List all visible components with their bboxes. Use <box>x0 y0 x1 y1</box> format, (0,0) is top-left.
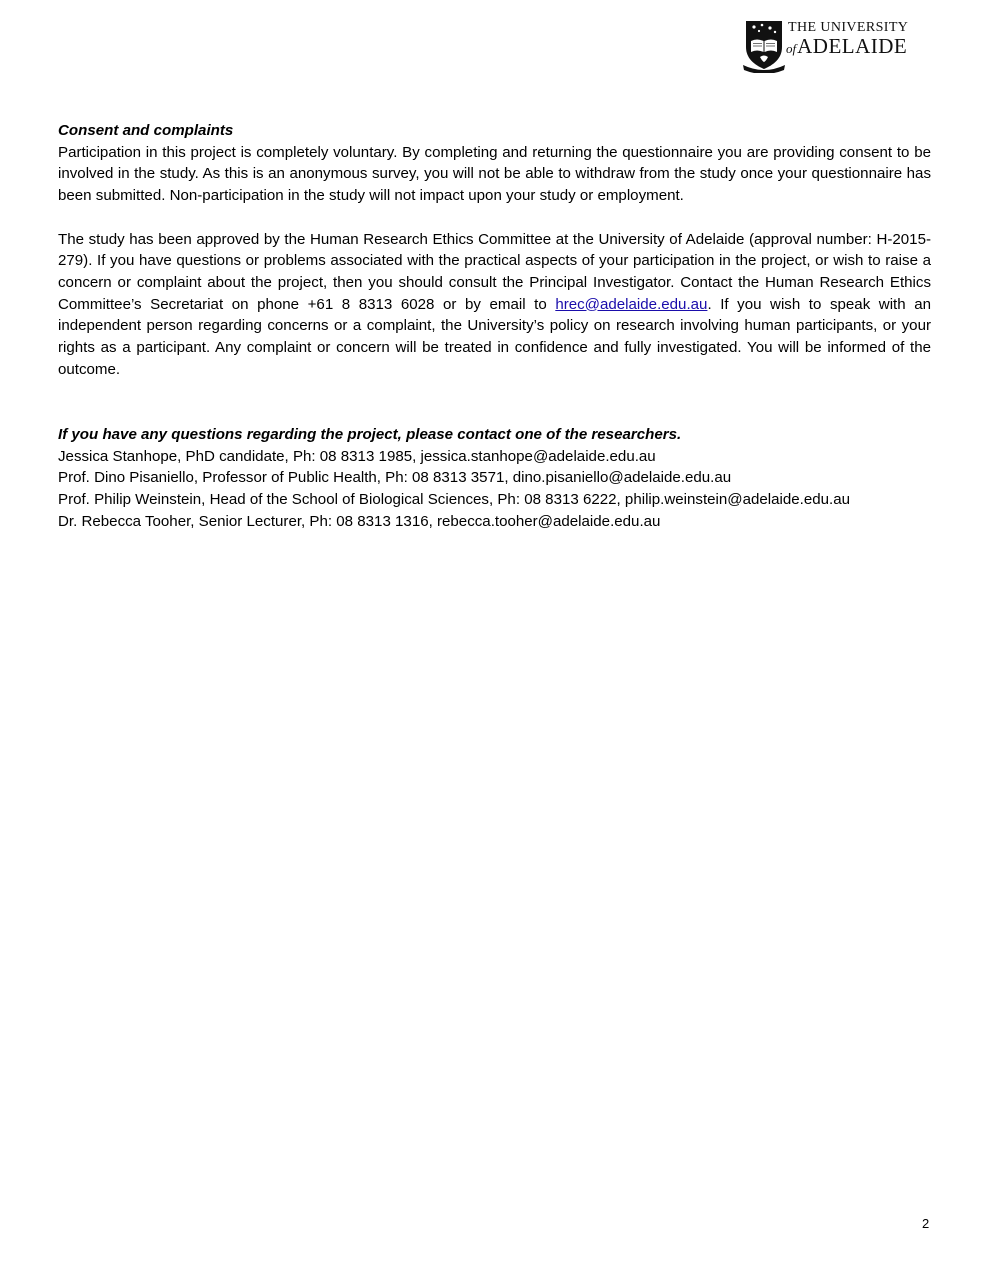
university-logo <box>742 19 912 75</box>
spacer <box>58 380 931 423</box>
consent-heading: Consent and complaints <box>58 122 234 139</box>
university-crest-icon <box>742 19 786 73</box>
researcher-contact-tooher: Dr. Rebecca Tooher, Senior Lecturer, Ph: 08 8313 1316, rebecca.tooher@adelaide.edu.au <box>58 512 661 530</box>
researcher-contact-pisaniello: Prof. Dino Pisaniello, Professor of Public Health, Ph: 08 8313 3571, dino.pisaniello@adelaide.edu.au <box>58 469 732 487</box>
spacer <box>58 207 931 229</box>
logo-wordmark-adelaide: ADELAIDE <box>797 34 908 58</box>
questions-heading: If you have any questions regarding the project, please contact one of the researchers. <box>58 425 682 443</box>
ethics-text-before-link: The study has been approved by the Human Research Ethics Committee at the University of Adelaide (approval number: H-2015-279). If you have questions or problems associated with the practical aspects of your participation in the project, or wish to raise a concern or complaint about the project, then you should consult the Principal Investigator. Contact the Human Research Ethics Committee’s Secretariat on phone +61 8 8313 6028 or by email to <box>58 230 931 313</box>
consent-paragraph: Participation in this project is completely voluntary. By completing and returning the questionnaire you are providing consent to be involved in the study. As this is an anonymous survey, you will not be able to withdraw from the study once your questionnaire has been submitted. Non-participation in the study will not impact upon your study or employment. <box>58 143 931 205</box>
ethics-paragraph <box>58 229 931 381</box>
page-number: 2 <box>922 1216 930 1231</box>
researcher-contact-stanhope: Jessica Stanhope, PhD candidate, Ph: 08 8313 1985, jessica.stanhope@adelaide.edu.au <box>58 447 656 465</box>
logo-wordmark-line1: THE UNIVERSITY <box>788 20 909 35</box>
hrec-email-link[interactable]: hrec@adelaide.edu.au <box>555 295 708 313</box>
ethics-text-after-link: . If you wish to speak with an independent person regarding concerns or a complaint, the University’s policy on research involving human participants, or your rights as a participant. Any complaint or concern will be treated in confidence and fully investigated. You will be informed of the outcome. <box>58 295 932 378</box>
logo-wordmark-line2 <box>786 34 907 59</box>
researcher-contact-weinstein: Prof. Philip Weinstein, Head of the School of Biological Sciences, Ph: 08 8313 6222, philip.weinstein@adelaide.edu.au <box>58 490 851 508</box>
document-body <box>58 120 931 532</box>
logo-wordmark-of: of <box>786 41 797 56</box>
